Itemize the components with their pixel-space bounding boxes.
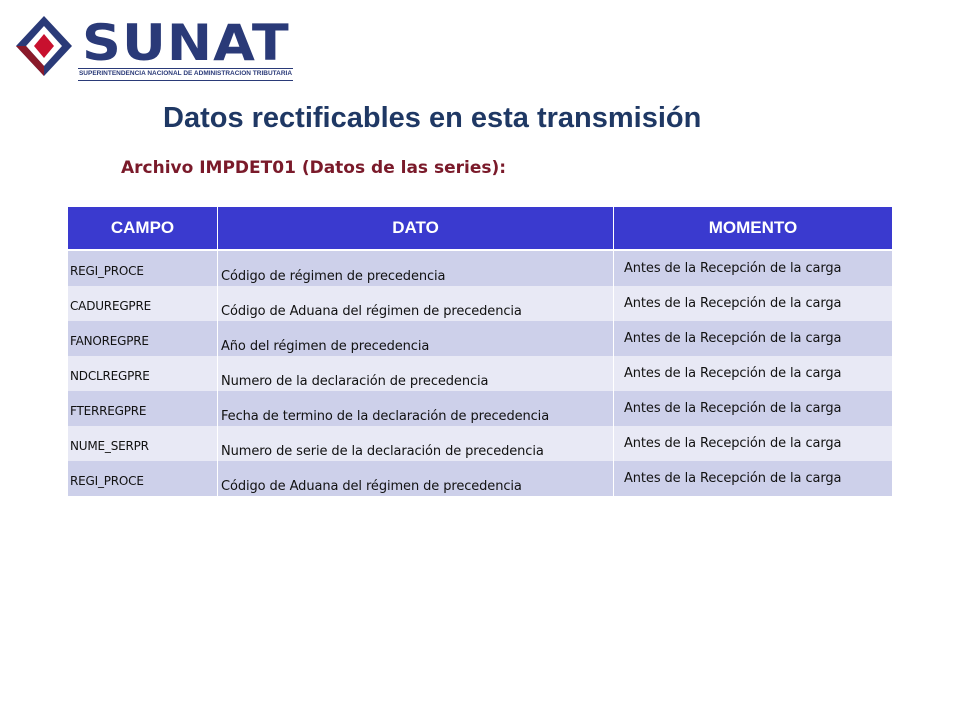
cell-momento: Antes de la Recepción de la carga xyxy=(614,426,893,461)
cell-momento: Antes de la Recepción de la carga xyxy=(614,356,893,391)
page-title: Datos rectificables en esta transmisión xyxy=(163,102,702,134)
cell-campo: CADUREGPRE xyxy=(68,286,218,321)
cell-dato: Código de régimen de precedencia xyxy=(218,250,614,286)
cell-momento: Antes de la Recepción de la carga xyxy=(614,286,893,321)
header-momento: MOMENTO xyxy=(614,207,893,251)
cell-campo: REGI_PROCE xyxy=(68,461,218,496)
header-campo: CAMPO xyxy=(68,207,218,251)
cell-dato: Numero de serie de la declaración de precedencia xyxy=(218,426,614,461)
cell-dato: Año del régimen de precedencia xyxy=(218,321,614,356)
cell-dato: Numero de la declaración de precedencia xyxy=(218,356,614,391)
cell-campo: NUME_SERPR xyxy=(68,426,218,461)
logo-tagline: SUPERINTENDENCIA NACIONAL DE ADMINISTRACION TRIBUTARIA xyxy=(78,68,293,81)
table-row xyxy=(68,391,893,426)
cell-momento: Antes de la Recepción de la carga xyxy=(614,391,893,426)
sunat-emblem-icon xyxy=(14,14,74,84)
cell-dato: Fecha de termino de la declaración de precedencia xyxy=(218,391,614,426)
cell-dato: Código de Aduana del régimen de precedencia xyxy=(218,461,614,496)
table-row xyxy=(68,286,893,321)
fields-table xyxy=(67,206,893,496)
table-row xyxy=(68,356,893,391)
table-row xyxy=(68,461,893,496)
cell-momento: Antes de la Recepción de la carga xyxy=(614,250,893,286)
cell-momento: Antes de la Recepción de la carga xyxy=(614,321,893,356)
table-header-row xyxy=(68,207,893,251)
cell-momento: Antes de la Recepción de la carga xyxy=(614,461,893,496)
cell-campo: FTERREGPRE xyxy=(68,391,218,426)
table-row xyxy=(68,426,893,461)
cell-campo: FANOREGPRE xyxy=(68,321,218,356)
cell-campo: NDCLREGPRE xyxy=(68,356,218,391)
table-row xyxy=(68,250,893,286)
header-dato: DATO xyxy=(218,207,614,251)
cell-dato: Código de Aduana del régimen de precedencia xyxy=(218,286,614,321)
cell-campo: REGI_PROCE xyxy=(68,250,218,286)
page-subtitle: Archivo IMPDET01 (Datos de las series): xyxy=(121,158,507,178)
logo-wordmark: SUNAT xyxy=(82,14,290,72)
sunat-logo xyxy=(14,14,293,84)
table-row xyxy=(68,321,893,356)
